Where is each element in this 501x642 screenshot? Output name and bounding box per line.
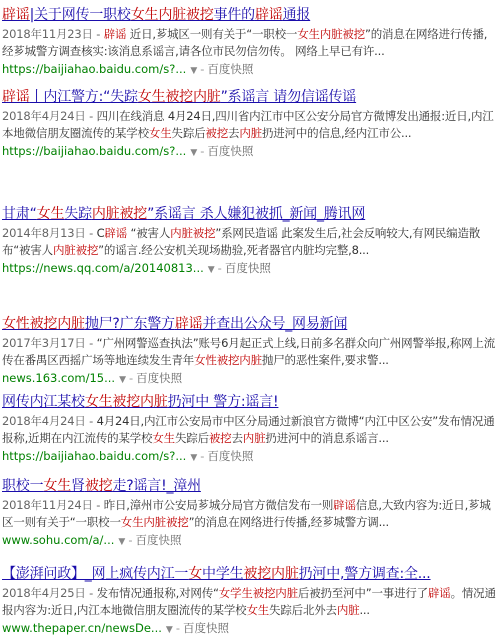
result-title-segment: 被挖 [84,478,113,494]
result-abstract-segment: 昨日,漳州市公安局芗城分局官方微信发布一则 [103,498,334,512]
caret-down-icon[interactable]: ▼ [190,453,198,463]
result-url-row [2,260,498,278]
separator: - [200,144,205,158]
snapshot-link[interactable]: 百度快照 [207,449,254,463]
result-title-segment: 肾 [71,478,85,494]
result-title-segment: 职校一 [2,478,44,494]
result-abstract-segment: “广州网警巡查执法”账号6月起正式上线,日前多名群众向广州网警举报,称网上流传在番禺区西摇广场等地连续发生青年 [2,336,496,367]
result-title-segment: 并查出公众号_网易新闻 [202,316,348,332]
result-abstract-segment: 扔进河中的信息,经内江市公... [261,126,412,140]
result-abstract-segment: “被害人 [127,226,171,240]
result-abstract-segment: 女性被挖内脏 [194,353,262,367]
result-abstract-segment: 被挖 [205,126,229,140]
result-url-row [2,143,498,161]
separator: - [217,261,222,275]
result-url-row [2,370,498,388]
result-abstract-segment: 失踪后 [171,126,206,140]
result-url[interactable]: www.sohu.com/a/... [2,533,115,547]
search-result [2,315,498,388]
result-date: 2018年4月25日 - [2,586,97,600]
result-title-segment: 女生被挖内脏 [137,89,221,105]
result-title-segment: 辟谣 [254,7,283,23]
result-title-segment: 辟谣 [174,316,203,332]
result-abstract-segment: 女学生被挖内脏 [218,586,298,600]
result-abstract-segment: 女生 [152,431,175,445]
result-title-segment: 事件的 [213,7,255,23]
result-abstract-segment: 去 [231,431,243,445]
result-abstract-segment: 辟谣 [427,586,451,600]
snapshot-link[interactable]: 百度快照 [135,533,182,547]
result-abstract-segment: 信息,大致内容为:近日,芗城区一则有关于“一职校一 [2,498,491,529]
result-abstract-segment: 被挖 [208,431,232,445]
result-url[interactable]: www.thepaper.cn/newsDe... [2,621,162,635]
result-abstract-segment: ... [359,603,370,617]
result-title-link[interactable] [2,6,498,24]
result-url[interactable]: https://baijiahao.baidu.com/s?... [2,144,187,158]
result-title-segment: 女生被挖内脏 [84,394,168,410]
result-abstract-segment: 内脏 [242,431,266,445]
result-title-segment: 丨内江警方:“失踪 [29,89,138,105]
caret-down-icon[interactable]: ▼ [165,625,173,635]
snapshot-link[interactable]: 百度快照 [224,261,271,275]
result-title-segment: 内脏被挖 [91,206,148,222]
result-date: 2018年11月24日 - [2,498,104,512]
result-title-segment: 女生内脏被挖 [130,7,214,23]
result-abstract-segment: 女生内脏被挖 [120,515,189,529]
result-url[interactable]: https://news.qq.com/a/20140813... [2,261,204,275]
result-abstract-segment: 女生 [246,603,270,617]
result-abstract [2,108,498,142]
result-abstract-segment: 。情况通报内容为:近日,内江本地微信朋友圈流传的某学校 [2,586,496,617]
separator: - [200,62,205,76]
result-title-segment: 辟谣 [2,7,30,23]
result-abstract-segment: ”的消息在网络进行传播,经芗城警方调... [188,515,389,529]
result-abstract [2,413,498,447]
result-title-segment: 扔河中,警方调查:全... [298,566,431,582]
result-date: 2018年4月24日 - [2,109,97,123]
result-abstract-segment: 四川在线消息 4月24日,四川省内江市中区公安分局官方微博发出通报:近日,内江本地微信朋友圈流传的某学校 [2,109,494,140]
result-title-link[interactable] [2,565,498,583]
result-abstract-segment: 辟谣 [104,226,128,240]
result-abstract-segment: C [96,226,105,240]
result-abstract-segment: 内脏 [239,126,262,140]
result-title-segment: 【澎湃问政】_网上疯传内江一 [2,566,189,582]
result-abstract-segment: 辟谣 [333,498,356,512]
result-abstract-segment: 后被扔至河中”一事进行了 [297,586,428,600]
result-url[interactable]: https://baijiahao.baidu.com/s?... [2,62,187,76]
snapshot-link[interactable]: 百度快照 [136,371,183,385]
result-title-link[interactable] [2,315,498,333]
result-abstract-segment: 近日,芗城区一则有关于“一职校一 [126,27,298,41]
result-title-segment: 女性被挖内脏 [2,316,85,332]
caret-down-icon[interactable]: ▼ [190,148,198,158]
separator: - [200,449,205,463]
separator: - [128,371,134,385]
caret-down-icon[interactable]: ▼ [118,537,126,547]
result-title-segment: ”系谣言 杀人嫌犯被抓_新闻_腾讯网 [147,206,366,222]
snapshot-link[interactable]: 百度快照 [207,62,254,76]
result-abstract-segment: ”的谣言.经公安机关现场勘验,死者器官内脏均完整,8... [98,243,370,257]
result-title-segment: 女 [188,566,203,582]
result-url-row [2,61,498,79]
caret-down-icon[interactable]: ▼ [207,265,215,275]
result-date: 2017年3月17日 - [2,336,97,350]
result-title-segment: 抛尸?广东警方 [84,316,175,332]
result-abstract-segment: ”系网民造谣 此案发生后,社会反响较大,有网民编造散布“被害人 [2,226,481,257]
snapshot-link[interactable]: 百度快照 [207,144,254,158]
result-title-segment: 女生 [43,478,72,494]
result-url-row [2,620,498,638]
result-abstract [2,225,498,259]
result-title-link[interactable] [2,477,498,495]
result-abstract-segment: 内脏被挖 [170,226,216,240]
result-title-segment: 辟谣 [2,89,30,105]
result-title-segment: 扔河中 警方:谣言! [167,394,279,410]
search-result [2,393,498,466]
search-result [2,565,498,638]
result-title-segment: 走?谣言!_漳州 [112,478,201,494]
caret-down-icon[interactable]: ▼ [119,375,126,385]
search-result [2,6,498,79]
result-date: 2018年4月24日 - [2,414,97,428]
result-abstract-segment: 内脏 [336,603,360,617]
result-abstract-segment: 扔进河中的消息系谣言... [265,431,389,445]
separator: - [175,621,180,635]
search-result [2,477,498,550]
result-date: 2014年8月13日 - [2,226,97,240]
result-title-segment: 女生 [36,206,65,222]
result-abstract-segment: 失踪后 [174,431,209,445]
result-title-segment: ”系谣言 请勿信谣传谣 [220,89,357,105]
result-abstract [2,585,498,619]
result-abstract [2,497,498,531]
result-url-row [2,532,498,550]
result-date: 2018年11月23日 - [2,27,104,41]
result-abstract-segment: 女生 [148,126,172,140]
result-title-segment: 中学生 [202,566,244,582]
result-abstract-segment: 去 [228,126,240,140]
result-title-link[interactable] [2,88,498,106]
result-title-segment: 被挖内脏 [243,566,299,582]
result-abstract-segment: 辟谣 [103,27,127,41]
result-title-link[interactable] [2,205,498,223]
search-result [2,205,498,278]
result-abstract [2,335,498,369]
result-title-segment: 甘肃“ [2,206,37,222]
result-url[interactable]: news.163.com/15... [2,371,116,385]
result-abstract [2,26,498,60]
result-abstract-segment: ”的消息在网络进行传播,经芗城警方调查核实:该消息系谣言,请各位市民勿信勿传。 网络上早已有许... [2,27,488,58]
separator: - [128,533,133,547]
caret-down-icon[interactable]: ▼ [190,66,198,76]
result-title-segment: |关于网传一职校 [29,7,131,23]
result-title-segment: 失踪 [64,206,92,222]
result-abstract-segment: 发布情况通报称,对网传“ [96,586,219,600]
result-title-segment: 通报 [282,7,311,23]
result-title-segment: 网传内江某校 [2,394,85,410]
result-abstract-segment: 失踪后北外去 [269,603,337,617]
result-url[interactable]: https://baijiahao.baidu.com/s?... [2,449,187,463]
result-title-link[interactable] [2,393,498,411]
result-abstract-segment: 4月24日,内江市公安局市中区分局通过新浪官方微博“内江中区公安”发布情况通报称,近期在内江流传的某学校 [2,414,495,445]
result-url-row [2,448,498,466]
snapshot-link[interactable]: 百度快照 [182,621,229,635]
result-abstract-segment: 抛尸的恶性案件,要求警... [261,353,389,367]
search-result [2,88,498,161]
result-abstract-segment: 内脏被挖 [52,243,99,257]
result-abstract-segment: 女生内脏被挖 [297,27,365,41]
